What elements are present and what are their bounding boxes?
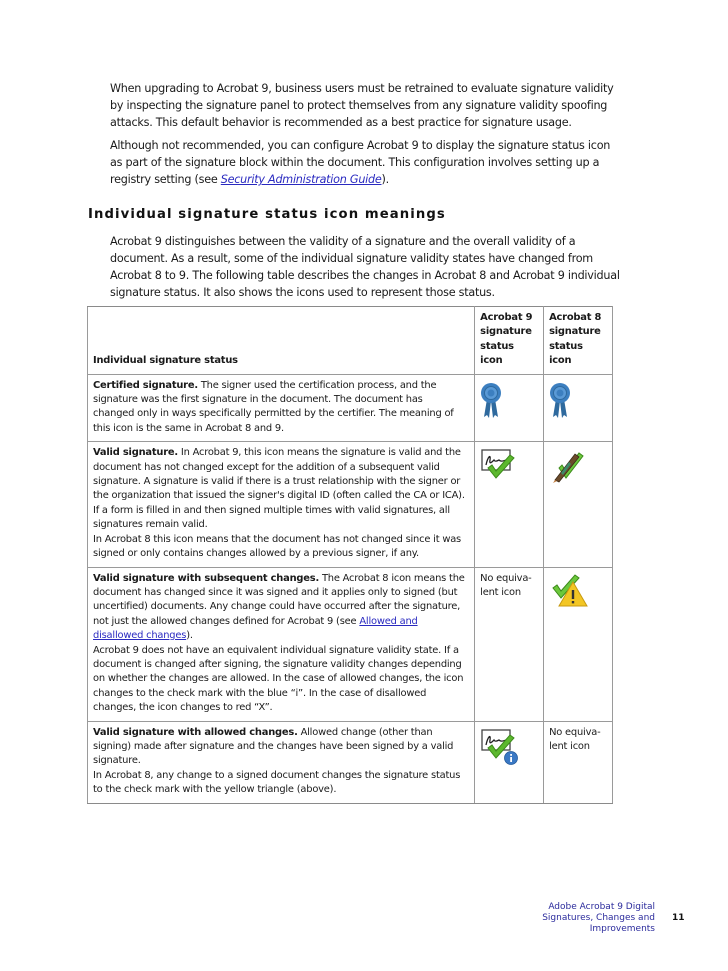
page-number: 11	[672, 913, 685, 923]
section-paragraph: Acrobat 9 distinguishes between the validity of a signature and the overall validity of a document. As a result, some of the individual signature validity states have changed from Acrobat 8 to 9. The following table describes the changes in Acrobat 8 and Acrobat 9 individual signature status. It also shows the icons used to represent those status.	[110, 235, 620, 299]
row-title: Certified signature.	[93, 379, 198, 391]
intro-paragraph-2	[110, 137, 625, 188]
row-text: The Acrobat 8 icon means the document has changed since it was signed and it applies only to signed (but uncertified) documents. Any change could have occurred after the signature, not just the allowed changes defined for Acrobat 9 (see	[93, 572, 465, 627]
row-description	[88, 567, 475, 721]
footer-title-line: Improvements	[589, 924, 655, 934]
signature-check-info-icon	[480, 728, 520, 766]
certified-ribbon-icon	[480, 381, 502, 421]
no-equivalent-text: No equiva- lent icon	[544, 721, 613, 803]
intro-paragraph-2-suffix: ).	[381, 173, 389, 186]
row-description	[88, 721, 475, 803]
table-row	[88, 567, 613, 721]
header-acrobat9-icon: Acrobat 9 signature status icon	[475, 307, 544, 375]
row-text: Allowed change (other than signing) made after signature and the changes have been signed by a valid signature.	[93, 726, 454, 767]
row-text: In Acrobat 8 this icon means that the document has not changed since it was signed or only contains changes allowed by a previous signer, if any.	[93, 533, 461, 560]
table-row	[88, 721, 613, 803]
section-heading: Individual signature status icon meanings	[88, 207, 446, 222]
footer-title-line: Signatures, Changes and	[542, 913, 655, 923]
row-text-suffix: ).	[186, 630, 193, 642]
table-row	[88, 442, 613, 567]
row-description	[88, 442, 475, 567]
intro-paragraph-2-text: Although not recommended, you can configure Acrobat 9 to display the signature status icon as part of the signature block within the document. This configuration involves setting up a registry setting (see	[110, 139, 611, 186]
row-text: The signer used the certification process, and the signature was the first signature in the document. The document has changed only in ways specifically permitted by the certifier. The meaning of this icon is the same in Acrobat 8 and 9.	[93, 379, 454, 434]
signature-status-table	[87, 306, 613, 804]
signature-valid-check-icon	[480, 448, 520, 484]
allowed-disallowed-changes-link[interactable]: Allowed and disallowed changes	[93, 615, 418, 642]
row-description	[88, 374, 475, 442]
footer-document-title	[540, 902, 655, 935]
table-row	[88, 374, 613, 442]
certified-ribbon-icon	[549, 381, 571, 421]
row-text: In Acrobat 9, this icon means the signature is valid and the document has not changed except for the addition of a subsequent valid signature. A signature is valid if there is a trust relationship with the signer or the organization that issued the signer's digital ID (often called the CA or ICA).	[93, 447, 465, 502]
row-title: Valid signature with subsequent changes.	[93, 572, 320, 584]
row-text: In Acrobat 8, any change to a signed document changes the signature status to the check mark with the yellow triangle (above).	[93, 769, 461, 796]
security-admin-guide-link[interactable]: Security Administration Guide	[220, 173, 382, 186]
no-equivalent-text: No equiva- lent icon	[475, 567, 544, 721]
row-text: Acrobat 9 does not have an equivalent individual signature validity state. If a document is changed after signing, the signature validity changes depending on whether the changes are allowed. In the case of allowed changes, the icon changes to the check mark with the blue “i”. In the case of disallowed changes, the icon changes to red “X”.	[93, 644, 464, 714]
row-title: Valid signature.	[93, 447, 178, 459]
footer-title-line: Adobe Acrobat 9 Digital	[548, 902, 655, 912]
row-title: Valid signature with allowed changes.	[93, 726, 298, 738]
pen-valid-check-icon	[549, 448, 589, 484]
intro-paragraph-1: When upgrading to Acrobat 9, business users must be retrained to evaluate signature validity by inspecting the signature panel to protect themselves from any signature validity spoofing attacks. This default behavior is recommended as a best practice for signature usage.	[110, 82, 614, 129]
table-header-row	[88, 307, 613, 375]
header-acrobat8-icon: Acrobat 8 signature status icon	[544, 307, 613, 375]
header-individual-status: Individual signature status	[88, 307, 475, 375]
row-text: If a form is filled in and then signed multiple times with valid signatures, all signatures remain valid.	[93, 504, 450, 531]
check-warning-triangle-icon	[549, 574, 589, 608]
